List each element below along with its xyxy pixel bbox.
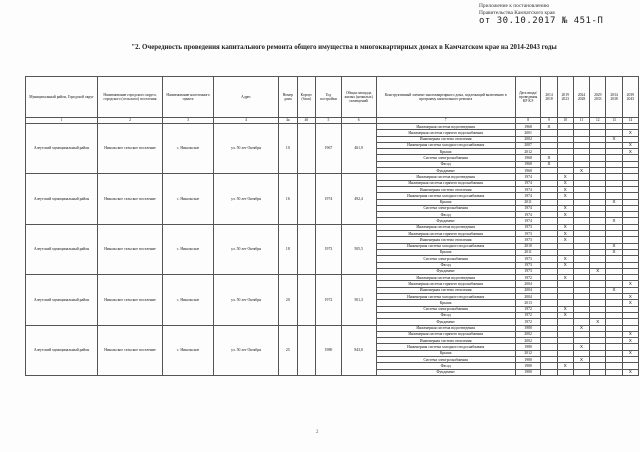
date-cell: 1974 <box>515 186 541 192</box>
column-header: Дата ввода/ проведения КР КЭ <box>515 77 541 118</box>
period-mark: X <box>606 136 622 142</box>
date-cell: 1974 <box>515 193 541 199</box>
element-cell: Крыша <box>376 249 515 255</box>
date-cell: 1974 <box>515 174 541 180</box>
column-number: 8 <box>515 118 541 124</box>
period-cell <box>573 369 589 375</box>
settlement-cell: Никольское сельское поселение <box>97 174 162 224</box>
element-cell: Крыша <box>376 149 515 155</box>
column-number: 13 <box>606 118 622 124</box>
element-cell: Система электроснабжения <box>376 205 515 211</box>
period-mark: X <box>622 331 638 337</box>
date-cell: 1974 <box>515 212 541 218</box>
house-number-cell: 20 <box>279 275 298 325</box>
column-number: 3 <box>162 118 213 124</box>
element-cell: Фасад <box>376 262 515 268</box>
date-cell: 1972 <box>515 312 541 318</box>
period-mark: X <box>606 218 622 224</box>
period-mark: X <box>557 262 573 268</box>
period-mark: X <box>541 155 557 161</box>
period-mark: X <box>606 287 622 293</box>
area-cell: 843,0 <box>341 325 376 375</box>
column-number: 6 <box>341 118 376 124</box>
element-cell: Инженерная система отопления <box>376 338 515 344</box>
date-cell: 2011 <box>515 249 541 255</box>
period-mark: X <box>573 344 589 350</box>
element-cell: Инженерная система отопления <box>376 237 515 243</box>
element-cell: Фундамент <box>376 369 515 375</box>
district-cell: Алеутский муниципальный район <box>26 124 98 174</box>
date-cell: 1968 <box>515 124 541 130</box>
house-number-cell: 25 <box>279 325 298 375</box>
year-built-cell: 1974 <box>316 174 342 224</box>
column-header: Общая площадь жилых (нежилых) помещений <box>341 77 376 118</box>
period-mark: X <box>606 243 622 249</box>
settlement-cell: Никольское сельское поселение <box>97 275 162 325</box>
period-mark: X <box>573 356 589 362</box>
house-number-cell: 10 <box>279 124 298 174</box>
element-cell: Инженерная система горячего водоснабжения <box>376 331 515 337</box>
column-header: Номер дома <box>279 77 298 118</box>
document-title: "2. Очередность проведения капитального ремонта общего имущества в многоквартирных домах в Камчатском крае на 2014-2043 годы <box>131 44 557 51</box>
element-cell: Инженерная система водоотведения <box>376 124 515 130</box>
element-cell: Инженерная система водоотведения <box>376 325 515 331</box>
element-cell: Фундамент <box>376 268 515 274</box>
column-header: Корпус (блок) <box>297 77 316 118</box>
block-cell <box>297 224 316 274</box>
element-cell: Инженерная система отопления <box>376 136 515 142</box>
element-cell: Инженерная система водоотведения <box>376 275 515 281</box>
element-cell: Система электроснабжения <box>376 306 515 312</box>
address-cell: ул. 50 лет Октября <box>214 224 279 274</box>
element-cell: Инженерная система холодного водоснабжения <box>376 294 515 300</box>
period-mark: X <box>557 212 573 218</box>
element-cell: Фундамент <box>376 319 515 325</box>
element-cell: Инженерная система водоотведения <box>376 224 515 230</box>
element-cell: Фасад <box>376 161 515 167</box>
district-cell: Алеутский муниципальный район <box>26 275 98 325</box>
period-mark: X <box>557 256 573 262</box>
date-cell: 1973 <box>515 224 541 230</box>
period-mark: X <box>622 294 638 300</box>
column-header: 2019 2023 <box>557 77 573 118</box>
date-cell: 2012 <box>515 149 541 155</box>
column-number: 9 <box>541 118 557 124</box>
date-cell: 2004 <box>515 287 541 293</box>
approval-date-number: от 30.10.2017 № 451-П <box>479 16 604 27</box>
date-cell: 1974 <box>515 180 541 186</box>
date-cell: 2012 <box>515 350 541 356</box>
district-cell: Алеутский муниципальный район <box>26 325 98 375</box>
element-cell: Фундамент <box>376 168 515 174</box>
element-cell: Система электроснабжения <box>376 256 515 262</box>
period-mark: X <box>622 149 638 155</box>
period-cell <box>590 369 606 375</box>
area-cell: 505,5 <box>341 224 376 274</box>
house-number-cell: 18 <box>279 224 298 274</box>
date-cell: 1972 <box>515 319 541 325</box>
date-cell: 2002 <box>515 331 541 337</box>
area-cell: 492,4 <box>341 174 376 224</box>
column-header: 2024 2028 <box>573 77 589 118</box>
column-header: Год постройки <box>316 77 342 118</box>
period-mark: X <box>557 363 573 369</box>
column-number: 12 <box>590 118 606 124</box>
repair-schedule-table <box>25 76 639 376</box>
column-header: Наименование городского округа, городского (сельского) поселения <box>97 77 162 118</box>
element-cell: Крыша <box>376 300 515 306</box>
settlement-cell: Никольское сельское поселение <box>97 224 162 274</box>
locality-cell: с. Никольское <box>162 275 213 325</box>
date-cell: 1980 <box>515 356 541 362</box>
settlement-cell: Никольское сельское поселение <box>97 325 162 375</box>
period-mark: X <box>557 186 573 192</box>
locality-cell: с. Никольское <box>162 224 213 274</box>
area-cell: 461,9 <box>341 124 376 174</box>
element-cell: Инженерная система горячего водоснабжения <box>376 130 515 136</box>
locality-cell: с. Никольское <box>162 174 213 224</box>
address-cell: ул. 50 лет Октября <box>214 275 279 325</box>
column-number: 11 <box>573 118 589 124</box>
element-cell: Инженерная система холодного водоснабжения <box>376 344 515 350</box>
column-number: 2 <box>97 118 162 124</box>
column-header: 2034 2038 <box>606 77 622 118</box>
column-number: 4а <box>279 118 298 124</box>
element-cell: Инженерная система водоотведения <box>376 174 515 180</box>
period-mark: X <box>590 319 606 325</box>
locality-cell: с. Никольское <box>162 124 213 174</box>
page-number: 2 <box>316 430 319 435</box>
block-cell <box>297 325 316 375</box>
element-cell: Фасад <box>376 212 515 218</box>
date-cell: 1980 <box>515 363 541 369</box>
column-number: 10 <box>557 118 573 124</box>
date-cell: 2004 <box>515 281 541 287</box>
date-cell: 2001 <box>515 130 541 136</box>
period-mark: X <box>622 142 638 148</box>
column-number: 7 <box>376 118 515 124</box>
element-cell: Инженерная система отопления <box>376 287 515 293</box>
table-body <box>26 118 639 376</box>
element-cell: Фундамент <box>376 218 515 224</box>
period-mark: X <box>557 306 573 312</box>
period-mark: X <box>557 231 573 237</box>
period-mark: X <box>622 281 638 287</box>
address-cell: ул. 50 лет Октября <box>214 124 279 174</box>
period-mark: X <box>622 338 638 344</box>
period-mark: X <box>557 193 573 199</box>
date-cell: 1980 <box>515 344 541 350</box>
date-cell: 1972 <box>515 275 541 281</box>
date-cell: 1972 <box>515 306 541 312</box>
block-cell <box>297 124 316 174</box>
period-mark: X <box>606 199 622 205</box>
element-cell: Система электроснабжения <box>376 155 515 161</box>
period-mark: X <box>541 161 557 167</box>
element-cell: Система электроснабжения <box>376 356 515 362</box>
period-mark: X <box>557 312 573 318</box>
area-cell: 501,3 <box>341 275 376 325</box>
column-number: 4б <box>297 118 316 124</box>
column-header: Наименование населенного пункта <box>162 77 213 118</box>
element-cell: Фасад <box>376 363 515 369</box>
year-built-cell: 1967 <box>316 124 342 174</box>
approval-note <box>479 3 629 26</box>
date-cell: 1973 <box>515 262 541 268</box>
period-cell <box>606 369 622 375</box>
year-built-cell: 1973 <box>316 224 342 274</box>
year-built-cell: 1980 <box>316 325 342 375</box>
date-cell: 1973 <box>515 231 541 237</box>
date-cell: 2011 <box>515 199 541 205</box>
date-cell: 1968 <box>515 168 541 174</box>
column-number: 4 <box>214 118 279 124</box>
column-header: 2029 2033 <box>590 77 606 118</box>
date-cell: 1973 <box>515 268 541 274</box>
date-cell: 1968 <box>515 155 541 161</box>
period-mark: X <box>557 180 573 186</box>
element-cell: Инженерная система холодного водоснабжения <box>376 193 515 199</box>
address-cell: ул. 50 лет Октября <box>214 325 279 375</box>
element-cell: Фасад <box>376 312 515 318</box>
date-cell: 1973 <box>515 237 541 243</box>
column-header: 2014 2018 <box>541 77 557 118</box>
element-cell: Крыша <box>376 199 515 205</box>
column-number: 1 <box>26 118 98 124</box>
period-mark: X <box>557 205 573 211</box>
address-cell: ул. 50 лет Октября <box>214 174 279 224</box>
date-cell: 2010 <box>515 243 541 249</box>
element-cell: Крыша <box>376 350 515 356</box>
element-cell: Инженерная система горячего водоснабжения <box>376 231 515 237</box>
element-cell: Инженерная система отопления <box>376 186 515 192</box>
house-number-cell: 16 <box>279 174 298 224</box>
date-cell: 1974 <box>515 218 541 224</box>
date-cell: 1980 <box>515 325 541 331</box>
locality-cell: с. Никольское <box>162 325 213 375</box>
period-mark: X <box>557 237 573 243</box>
column-header: 2039 2043 <box>622 77 638 118</box>
settlement-cell: Никольское сельское поселение <box>97 124 162 174</box>
approval-line-2: Правительства Камчатского края <box>479 9 555 16</box>
element-cell: Инженерная система холодного водоснабжения <box>376 243 515 249</box>
period-mark: X <box>590 268 606 274</box>
block-cell <box>297 174 316 224</box>
element-cell: Инженерная система горячего водоснабжения <box>376 281 515 287</box>
period-mark: X <box>622 369 638 375</box>
period-mark: X <box>606 249 622 255</box>
period-mark: X <box>557 275 573 281</box>
date-cell: 2004 <box>515 294 541 300</box>
date-cell: 2002 <box>515 136 541 142</box>
period-mark: X <box>622 130 638 136</box>
column-header: Адрес <box>214 77 279 118</box>
date-cell: 1973 <box>515 256 541 262</box>
district-cell: Алеутский муниципальный район <box>26 174 98 224</box>
date-cell: 2002 <box>515 338 541 344</box>
element-cell: Инженерная система холодного водоснабжения <box>376 142 515 148</box>
period-mark: X <box>557 224 573 230</box>
column-number: 5 <box>316 118 342 124</box>
approval-line-1: Приложение к постановлению <box>479 3 550 9</box>
period-mark: X <box>622 300 638 306</box>
period-mark: X <box>541 124 557 130</box>
block-cell <box>297 275 316 325</box>
element-cell: Инженерная система горячего водоснабжения <box>376 180 515 186</box>
period-cell <box>557 369 573 375</box>
period-mark: X <box>573 168 589 174</box>
date-cell: 2013 <box>515 300 541 306</box>
period-mark: X <box>573 325 589 331</box>
column-number: 14 <box>622 118 638 124</box>
period-cell <box>541 369 557 375</box>
year-built-cell: 1972 <box>316 275 342 325</box>
date-cell: 1968 <box>515 161 541 167</box>
column-header: Муниципальный район, Городской округ <box>26 77 98 118</box>
column-header: Конструктивный элемент многоквартирного дома, подлежащий включению в программу капитального ремонта <box>376 77 515 118</box>
table-header-row <box>26 77 639 118</box>
date-cell: 1980 <box>515 369 541 375</box>
district-cell: Алеутский муниципальный район <box>26 224 98 274</box>
period-mark: X <box>622 350 638 356</box>
period-mark: X <box>557 174 573 180</box>
date-cell: 2007 <box>515 142 541 148</box>
date-cell: 1974 <box>515 205 541 211</box>
